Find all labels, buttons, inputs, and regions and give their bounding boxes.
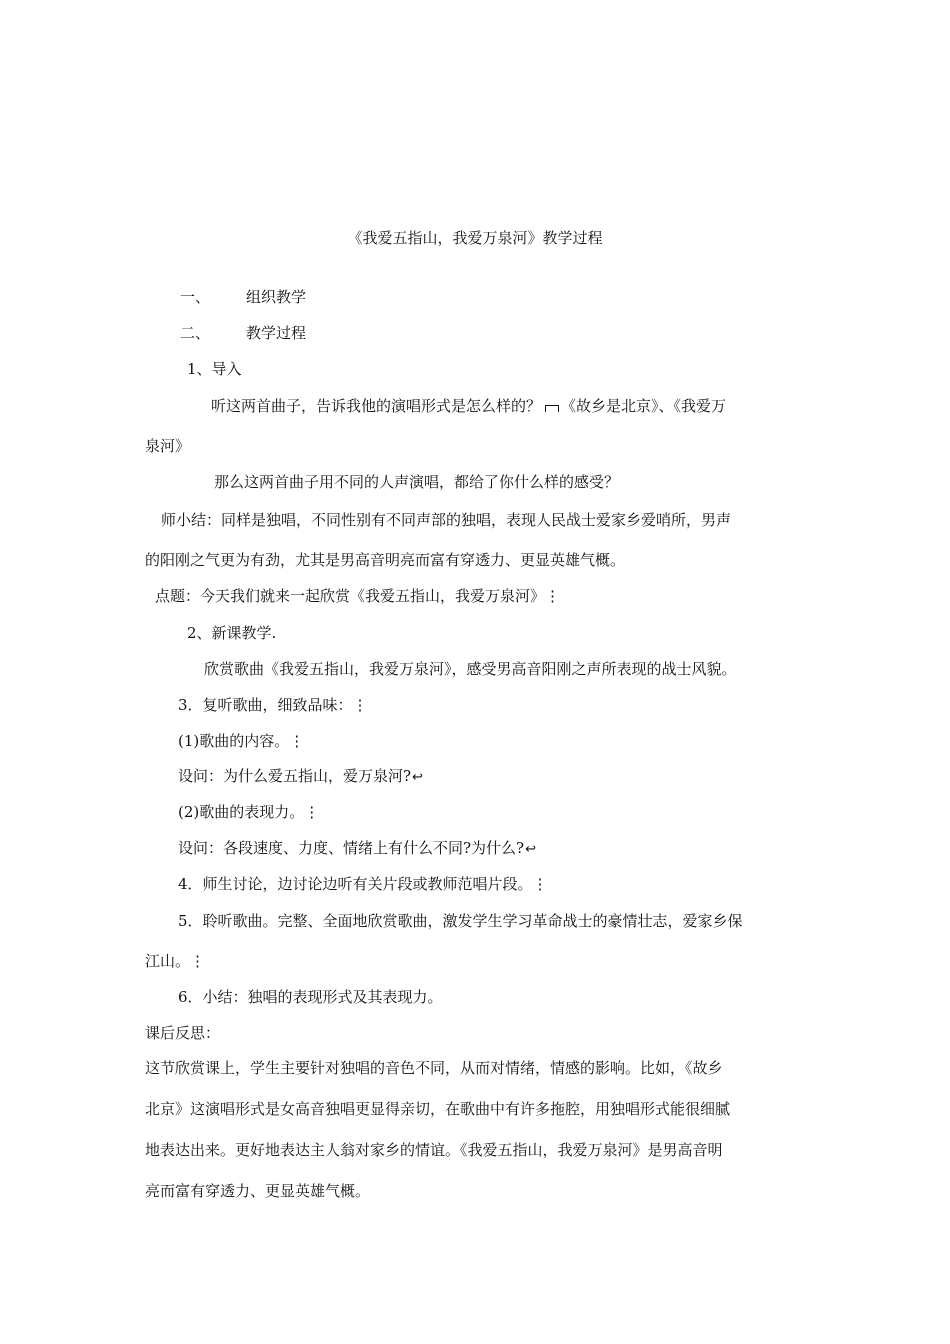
- paragraph-listen: [211, 396, 726, 416]
- item-5: 5．聆听歌曲。完整、全面地欣赏歌曲，激发学生学习革命战士的豪情壮志，爱家乡保: [178, 912, 743, 930]
- item-3: 3．复听歌曲，细致品味：⋮: [178, 696, 368, 714]
- item-6: 6．小结：独唱的表现形式及其表现力。: [178, 988, 443, 1006]
- section-1-text: 组织教学: [246, 288, 307, 306]
- document-title: 《我爱五指山，我爱万泉河》教学过程: [347, 229, 603, 247]
- item-3-1: (1)歌曲的内容。⋮: [178, 732, 305, 750]
- section-2-text: 教学过程: [246, 324, 307, 342]
- item-4: 4．师生讨论，边讨论边听有关片段或教师范唱片段。⋮: [178, 875, 548, 893]
- paragraph-summary-cont: 的阳刚之气更为有劲，尤其是男高音明亮而富有穿透力、更显英雄气概。: [145, 551, 626, 569]
- question-2-text: 设问：各段速度、力度、情绪上有什么不同?为什么?: [178, 839, 525, 857]
- paragraph-feeling: 那么这两首曲子用不同的人声演唱，都给了你什么样的感受？: [214, 473, 620, 491]
- paragraph-listen-cont: 泉河》: [145, 437, 191, 455]
- anchor-mark-icon: [545, 405, 559, 412]
- reflection-line-1: 这节欣赏课上，学生主要针对独唱的音色不同，从而对情绪，情感的影响。比如，《故乡: [145, 1059, 723, 1077]
- question-1: [178, 766, 423, 788]
- reflection-line-3: 地表达出来。更好地表达主人翁对家乡的情谊。《我爱五指山，我爱万泉河》是男高音明: [145, 1141, 723, 1159]
- paragraph-listen-part-a: 听这两首曲子，告诉我他的演唱形式是怎么样的？: [211, 397, 542, 415]
- question-2: [178, 838, 536, 860]
- reflection-heading: 课后反思：: [145, 1024, 221, 1042]
- section-2-number: 二、: [180, 324, 211, 342]
- reflection-line-2: 北京》这演唱形式是女高音独唱更显得亲切，在歌曲中有许多拖腔，用独唱形式能很细腻: [145, 1100, 731, 1118]
- return-mark-icon: ↩: [525, 842, 536, 857]
- return-mark-icon: ↩: [412, 770, 423, 785]
- paragraph-summary: 师小结：同样是独唱，不同性别有不同声部的独唱，表现人民战士爱家乡爱哨所，男声: [161, 511, 732, 529]
- section-1-number: 一、: [180, 288, 211, 306]
- item-new-lesson: 2、新课教学.: [187, 624, 277, 642]
- reflection-line-4: 亮而富有穿透力、更显英雄气概。: [145, 1182, 371, 1200]
- paragraph-topic: 点题：今天我们就来一起欣赏《我爱五指山，我爱万泉河》⋮: [155, 587, 561, 605]
- paragraph-appreciate: 欣赏歌曲《我爱五指山，我爱万泉河》，感受男高音阳刚之声所表现的战士风貌。: [204, 660, 737, 678]
- item-5-cont: 江山。⋮: [145, 952, 206, 970]
- item-intro: 1、导入: [187, 360, 242, 378]
- paragraph-listen-part-b: 《故乡是北京》、《我爱万: [561, 397, 727, 415]
- question-1-text: 设问：为什么爱五指山，爱万泉河?: [178, 767, 412, 785]
- item-3-2: (2)歌曲的表现力。⋮: [178, 803, 320, 821]
